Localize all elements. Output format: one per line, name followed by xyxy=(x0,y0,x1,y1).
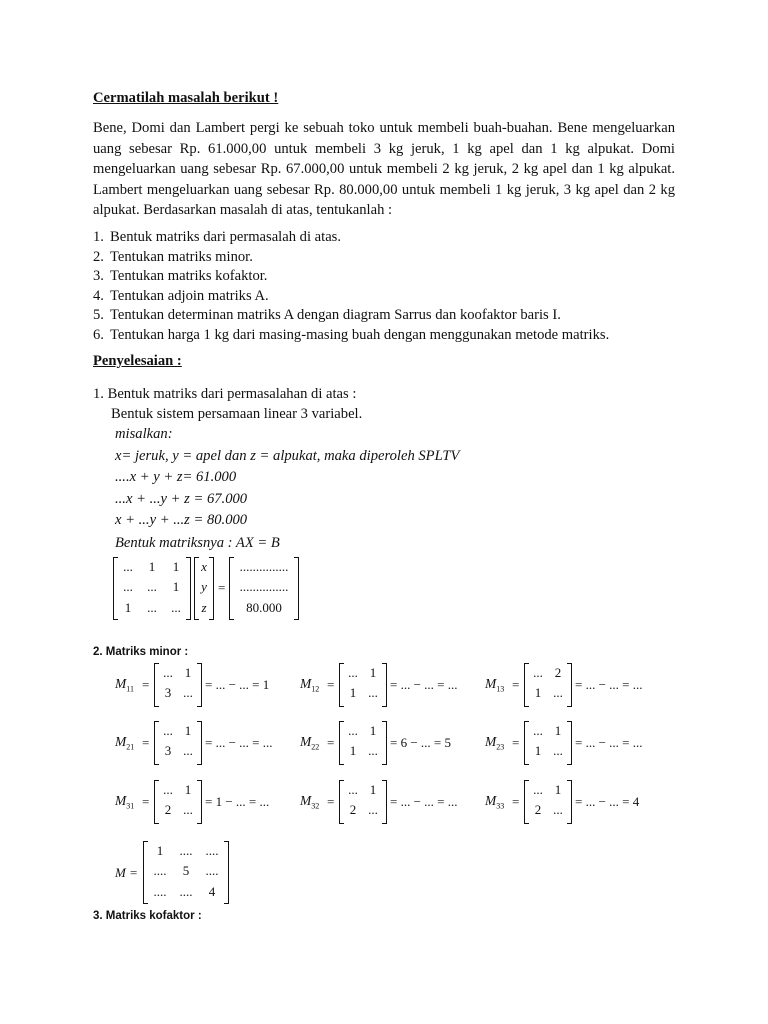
matrix-cell: ... xyxy=(163,723,173,738)
matrix-cell: ... xyxy=(183,685,193,700)
misalkan-label: misalkan: xyxy=(115,426,173,442)
minor-result: = 1 − ... = ... xyxy=(205,794,270,809)
minor-matrix xyxy=(339,663,387,707)
matrix-cell: ... xyxy=(183,802,193,817)
question-item xyxy=(93,267,609,287)
equals-sign: = xyxy=(512,735,520,750)
equals-sign: = xyxy=(327,677,335,692)
problem-paragraph: Bene, Domi dan Lambert pergi ke sebuah toko untuk membeli buah-buahan. Bene mengeluarkan uang sebesar Rp. 61.000,00 untuk membeli 3 kg jeruk, 1 kg apel dan 1 kg alpukat. Domi mengeluarkan uang sebesar Rp. 67.000,00 untuk membeli 2 kg jeruk, 2 kg apel dan 1 kg alpukat. Lambert mengeluarkan uang sebesar Rp. 80.000,00 untuk membeli 1 kg jeruk, 3 kg apel dan 2 kg alpukat. Berdasarkan masalah di atas, tentukanlah : xyxy=(93,120,675,218)
minor-result: = ... − ... = ... xyxy=(575,677,643,692)
matrix-cell: 1 xyxy=(184,723,192,738)
matrix-cell: ... xyxy=(368,685,378,700)
step3-heading: 3. Matriks kofaktor : xyxy=(93,910,202,922)
equals-sign: = xyxy=(327,735,335,750)
matrix-a xyxy=(113,557,191,620)
equation-3: x + ...y + ...z = 80.000 xyxy=(115,512,248,528)
matrix-cell: 1 xyxy=(124,600,132,615)
minor-matrix xyxy=(524,780,572,824)
matrix-cell: 3 xyxy=(164,685,172,700)
matrix-cell: .... xyxy=(205,843,219,858)
matrix-cell: 1 xyxy=(554,723,562,738)
minor-label: $M_{32}$ xyxy=(300,793,320,811)
matrix-m xyxy=(143,841,229,904)
vector-x xyxy=(194,557,214,620)
minor-matrix xyxy=(524,663,572,707)
question-text: Tentukan determinan matriks A dengan diagram Sarrus dan koofaktor baris I. xyxy=(110,307,561,324)
question-number: 2. xyxy=(93,248,104,265)
matrix-cell: .... xyxy=(179,884,193,899)
matrix-cell: ... xyxy=(171,600,181,615)
matrix-cell: ... xyxy=(348,665,358,680)
minor-label: $M_{22}$ xyxy=(300,734,320,752)
minor-matrix xyxy=(524,721,572,765)
matrix-cell: 1 xyxy=(369,782,377,797)
question-text: Bentuk matriks dari permasalah di atas. xyxy=(110,229,341,245)
m-matrix-label: M = xyxy=(115,865,138,880)
matrix-cell: 1 xyxy=(349,685,357,700)
matrix-cell: 2 xyxy=(534,802,542,817)
matrix-cell: 1 xyxy=(184,782,192,797)
variable-definition: x= jeruk, y = apel dan z = alpukat, maka diperoleh SPLTV xyxy=(115,448,460,464)
minor-result: = ... − ... = ... xyxy=(390,677,458,692)
matrix-cell: 1 xyxy=(172,579,180,594)
question-text: Tentukan harga 1 kg dari masing-masing buah dengan menggunakan metode matriks. xyxy=(110,326,610,343)
minor-matrix xyxy=(154,663,202,707)
question-item xyxy=(93,306,609,326)
matrix-cell: 1 xyxy=(349,743,357,758)
question-text: Tentukan adjoin matriks A. xyxy=(110,287,269,304)
matrix-cell: 3 xyxy=(164,743,172,758)
vector-cell: ............... xyxy=(239,559,289,574)
matrix-cell: ... xyxy=(368,802,378,817)
minor-matrix xyxy=(154,780,202,824)
question-number: 5. xyxy=(93,307,104,324)
equals-sign: = xyxy=(142,677,150,692)
matrix-cell: ... xyxy=(553,743,563,758)
matrix-cell: 1 xyxy=(369,665,377,680)
equals-sign: = xyxy=(327,794,335,809)
matrix-cell: 1 xyxy=(172,559,180,574)
question-list xyxy=(93,228,609,346)
minor-matrix xyxy=(154,721,202,765)
vector-cell: 80.000 xyxy=(246,600,282,615)
equals-sign: = xyxy=(512,677,520,692)
matrix-cell: ... xyxy=(123,579,133,594)
question-number: 1. xyxy=(93,229,104,245)
question-item xyxy=(93,287,609,307)
matrix-cell: ... xyxy=(183,743,193,758)
matrix-cell: ... xyxy=(147,579,157,594)
matrix-cell: ... xyxy=(553,802,563,817)
minor-matrix xyxy=(339,780,387,824)
matrix-cell: 2 xyxy=(349,802,357,817)
question-number: 4. xyxy=(93,287,104,304)
matrix-cell: 2 xyxy=(164,802,172,817)
matrix-cell: 1 xyxy=(156,843,164,858)
minor-matrix xyxy=(339,721,387,765)
minor-label: $M_{21}$ xyxy=(115,734,135,752)
equation-2: ...x + ...y + z = 67.000 xyxy=(115,491,248,507)
matrix-cell: 5 xyxy=(182,863,190,878)
minor-label: $M_{13}$ xyxy=(485,676,505,694)
step2-heading: 2. Matriks minor : xyxy=(93,646,189,658)
matrix-cell: .... xyxy=(179,843,193,858)
matrix-cell: 1 xyxy=(369,723,377,738)
question-item xyxy=(93,326,609,346)
matrix-cell: ... xyxy=(348,782,358,797)
matrix-cell: ... xyxy=(533,723,543,738)
matrix-cell: 1 xyxy=(148,559,156,574)
minor-label: $M_{12}$ xyxy=(300,676,320,694)
minor-result: = ... − ... = ... xyxy=(575,735,643,750)
matrix-cell: 2 xyxy=(554,665,562,680)
equals-sign: = xyxy=(142,794,150,809)
equation-1: ....x + y + z= 61.000 xyxy=(115,469,237,485)
vector-cell: ............... xyxy=(239,579,289,594)
matrix-cell: ... xyxy=(553,685,563,700)
page-title: Cermatilah masalah berikut ! xyxy=(93,90,279,106)
minor-label: $M_{11}$ xyxy=(115,676,134,694)
matrix-cell: 1 xyxy=(534,743,542,758)
question-item xyxy=(93,228,609,248)
matrix-cell: ... xyxy=(163,665,173,680)
minor-result: = ... − ... = 4 xyxy=(575,794,640,809)
question-item xyxy=(93,248,609,268)
minor-result: = ... − ... = ... xyxy=(205,735,273,750)
matrix-cell: .... xyxy=(205,863,219,878)
equals-sign: = xyxy=(512,794,520,809)
matrix-cell: ... xyxy=(163,782,173,797)
matrix-cell: ... xyxy=(368,743,378,758)
equals-sign: = xyxy=(142,735,150,750)
matrix-form-label: Bentuk matriksnya : AX = B xyxy=(115,535,280,551)
matrix-cell: ... xyxy=(147,600,157,615)
matrix-cell: ... xyxy=(533,665,543,680)
matrix-cell: ... xyxy=(533,782,543,797)
vector-cell: y xyxy=(201,579,207,594)
question-text: Tentukan matriks minor. xyxy=(110,248,253,265)
step1-heading: 1. Bentuk matriks dari permasalahan di atas : xyxy=(93,386,357,402)
matrix-cell: .... xyxy=(153,884,167,899)
question-text: Tentukan matriks kofaktor. xyxy=(110,268,268,285)
matrix-cell: 1 xyxy=(554,782,562,797)
equals-sign: = xyxy=(218,580,226,595)
solution-heading: Penyelesaian : xyxy=(93,353,182,369)
vector-b xyxy=(229,557,299,620)
step1-subheading: Bentuk sistem persamaan linear 3 variabel. xyxy=(111,406,363,422)
minor-result: = 6 − ... = 5 xyxy=(390,735,451,750)
matrix-cell: .... xyxy=(153,863,167,878)
matrix-cell: 4 xyxy=(208,884,216,899)
minor-label: $M_{33}$ xyxy=(485,793,505,811)
vector-cell: z xyxy=(201,600,207,615)
minor-result: = ... − ... = 1 xyxy=(205,677,270,692)
matrix-cell: ... xyxy=(123,559,133,574)
vector-cell: x xyxy=(201,559,207,574)
matrix-cell: 1 xyxy=(534,685,542,700)
minor-result: = ... − ... = ... xyxy=(390,794,458,809)
question-number: 6. xyxy=(93,326,104,343)
question-number: 3. xyxy=(93,268,104,285)
minor-label: $M_{31}$ xyxy=(115,793,135,811)
matrix-cell: ... xyxy=(348,723,358,738)
matrix-cell: 1 xyxy=(184,665,192,680)
minor-label: $M_{23}$ xyxy=(485,734,505,752)
